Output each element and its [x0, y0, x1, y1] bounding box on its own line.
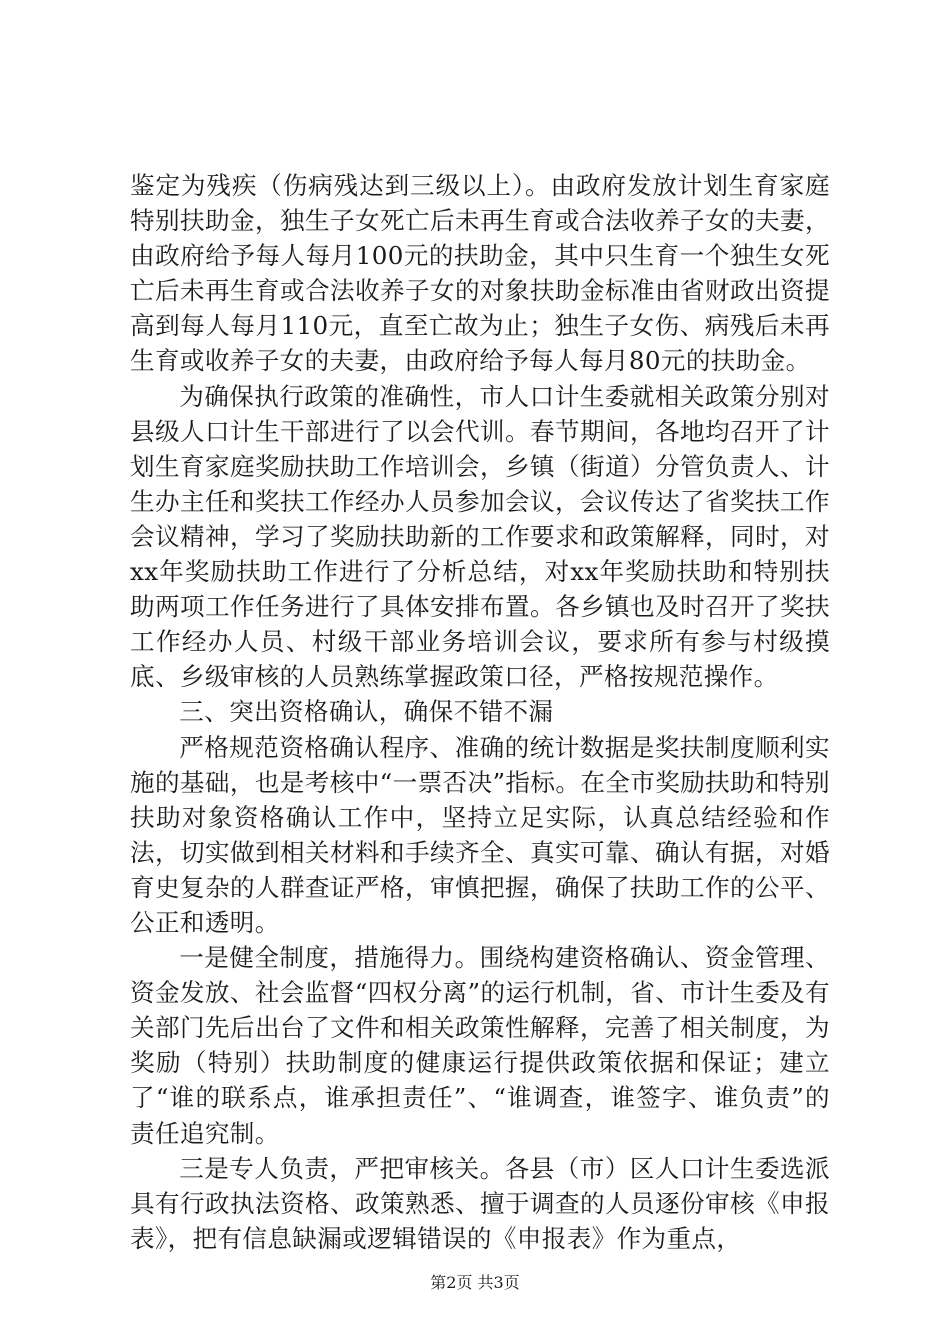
section-heading: 三、突出资格确认，确保不错不漏 — [179, 697, 554, 727]
paragraph-1: 鉴定为残疾（伤病残达到三级以上）。由政府发放计划生育家庭特别扶助金，独生子女死亡后未再生育或合法收养子女的夫妻，由政府给予每人每月100元的扶助金，其中只生育一个独生女死亡后未再生育或合法收养子女的对象扶助金标准由省财政出资提高到每人每月110元，直至亡故为止；独生子女伤、病残后未再生育或收养子女的夫妻，由政府给予每人每月80元的扶助金。 — [130, 171, 830, 376]
paragraph-4: 一是健全制度，措施得力。围绕构建资格确认、资金管理、资金发放、社会监督“四权分离”的运行机制，省、市计生委及有关部门先后出台了文件和相关政策性解释，完善了相关制度，为奖励（特别）扶助制度的健康运行提供政策依据和保证；建立了“谁的联系点，谁承担责任”、“谁调查，谁签字、谁负责”的责任追究制。 — [130, 943, 830, 1148]
page-number-footer: 第2页 共3页 — [430, 1273, 520, 1292]
paragraph-3: 严格规范资格确认程序、准确的统计数据是奖扶制度顺利实施的基础，也是考核中“一票否决”指标。在全市奖励扶助和特别扶助对象资格确认工作中，坚持立足实际，认真总结经验和作法，切实做到相关材料和手续齐全、真实可靠、确认有据，对婚育史复杂的人群查证严格，审慎把握，确保了扶助工作的公平、公正和透明。 — [130, 732, 830, 937]
paragraph-5: 三是专人负责，严把审核关。各县（市）区人口计生委选派具有行政执法资格、政策熟悉、擅于调查的人员逐份审核《申报表》，把有信息缺漏或逻辑错误的《申报表》作为重点， — [130, 1153, 830, 1253]
document-body — [130, 168, 830, 1256]
paragraph-2: 为确保执行政策的准确性，市人口计生委就相关政策分别对县级人口计生干部进行了以会代训。春节期间，各地均召开了计划生育家庭奖励扶助工作培训会，乡镇（街道）分管负责人、计生办主任和奖扶工作经办人员参加会议，会议传达了省奖扶工作会议精神，学习了奖励扶助新的工作要求和政策解释，同时，对xx年奖励扶助工作进行了分析总结，对xx年奖励扶助和特别扶助两项工作任务进行了具体安排布置。各乡镇也及时召开了奖扶工作经办人员、村级干部业务培训会议，要求所有参与村级摸底、乡级审核的人员熟练掌握政策口径，严格按规范操作。 — [130, 381, 830, 692]
